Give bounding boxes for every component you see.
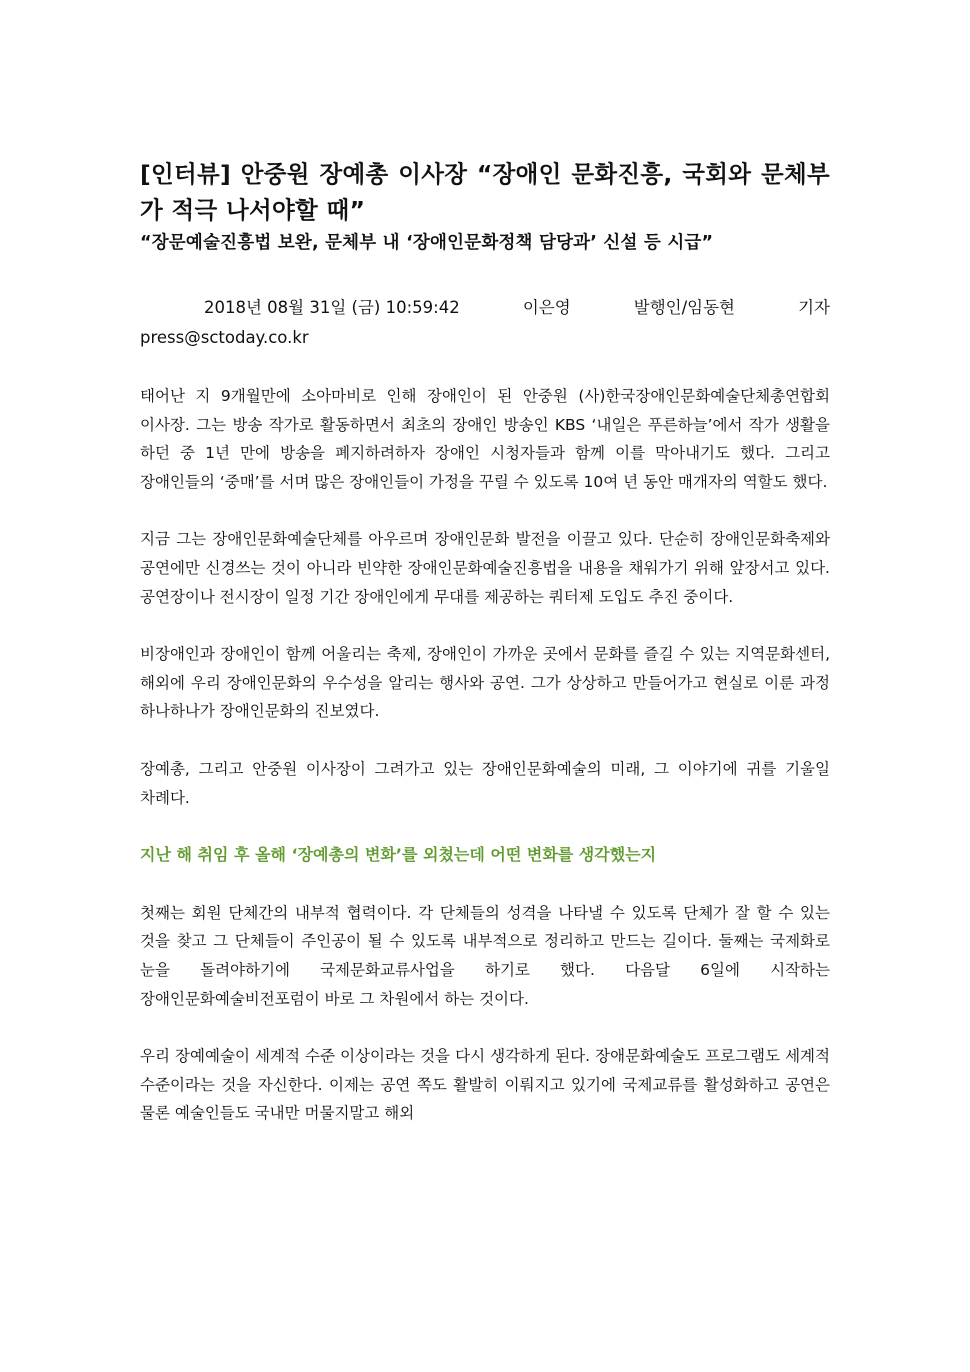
body-paragraph-4: 장예총, 그리고 안중원 이사장이 그려가고 있는 장애인문화예술의 미래, 그 이야기에 귀를 기울일 차례다. — [140, 759, 830, 807]
byline-row — [140, 293, 830, 323]
article — [140, 156, 830, 1157]
article-body — [140, 382, 830, 1128]
article-subtitle: “장문예술진흥법 보완, 문체부 내 ‘장애인문화정책 담당과’ 신설 등 시급” — [140, 233, 714, 253]
publisher-name: 발행인/임동현 — [633, 298, 735, 317]
reporter-name: 이은영 — [522, 298, 571, 317]
reporter-email: press@sctoday.co.kr — [140, 328, 309, 347]
body-paragraph-1: 태어난 지 9개월만에 소아마비로 인해 장애인이 된 안중원 (사)한국장애인문화예술단체총연합회 이사장. 그는 방송 작가로 활동하면서 최초의 장애인 방송인 KBS ‘내일은 푸른하늘’에서 작가 생활을 하던 중 1년 만에 방송을 폐지하려하자 장애인 시청자들과 함께 이를 막아내기도 했다. 그리고 장애인들의 ‘중매’를 서며 많은 장애인들이 가정을 꾸릴 수 있도록 10여 년 동안 매개자의 역할도 했다. — [140, 387, 830, 491]
answer-paragraph-1: 첫째는 회원 단체간의 내부적 협력이다. 각 단체들의 성격을 나타낼 수 있도록 단체가 잘 할 수 있는 것을 찾고 그 단체들이 주인공이 될 수 있도록 내부적으로 정리하고 만드는 길이다. 둘째는 국제화로 눈을 돌려야하기에 국제문화교류사업을 하기로 했다. 다음달 6일에 시작하는 장애인문화예술비전포럼이 바로 그 차원에서 하는 것이다. — [140, 903, 830, 1008]
interview-question: 지난 해 취임 후 올해 ‘장예총의 변화’를 외쳤는데 어떤 변화를 생각했는지 — [140, 845, 657, 865]
answer-paragraph-2: 우리 장예예술이 세계적 수준 이상이라는 것을 다시 생각하게 된다. 장애문화예술도 프로그램도 세계적 수준이라는 것을 자신한다. 이제는 공연 쪽도 활발히 이뤄지고 있기에 국제교류를 활성화하고 공연은 물론 예술인들도 국내만 머물지말고 해외 — [140, 1047, 830, 1123]
article-title: [인터뷰] 안중원 장예총 이사장 “장애인 문화진흥, 국회와 문체부가 적극 나서야할 때” — [140, 160, 830, 224]
body-paragraph-3: 비장애인과 장애인이 함께 어울리는 축제, 장애인이 가까운 곳에서 문화를 즐길 수 있는 지역문화센터, 해외에 우리 장애인문화의 우수성을 알리는 행사와 공연. 그가 상상하고 만들어가고 현실로 이룬 과정 하나하나가 장애인문화의 진보였다. — [140, 645, 830, 721]
body-paragraph-2: 지금 그는 장애인문화예술단체를 아우르며 장애인문화 발전을 이끌고 있다. 단순히 장애인문화축제와 공연에만 신경쓰는 것이 아니라 빈약한 장애인문화예술진흥법을 내용을 채워가기 위해 앞장서고 있다. 공연장이나 전시장이 일정 기간 장애인에게 무대를 제공하는 쿼터제 도입도 추진 중이다. — [140, 530, 830, 606]
byline — [140, 293, 830, 353]
publish-datetime: 2018년 08월 31일 (금) 10:59:42 — [204, 298, 460, 317]
reporter-role: 기자 — [798, 298, 830, 317]
